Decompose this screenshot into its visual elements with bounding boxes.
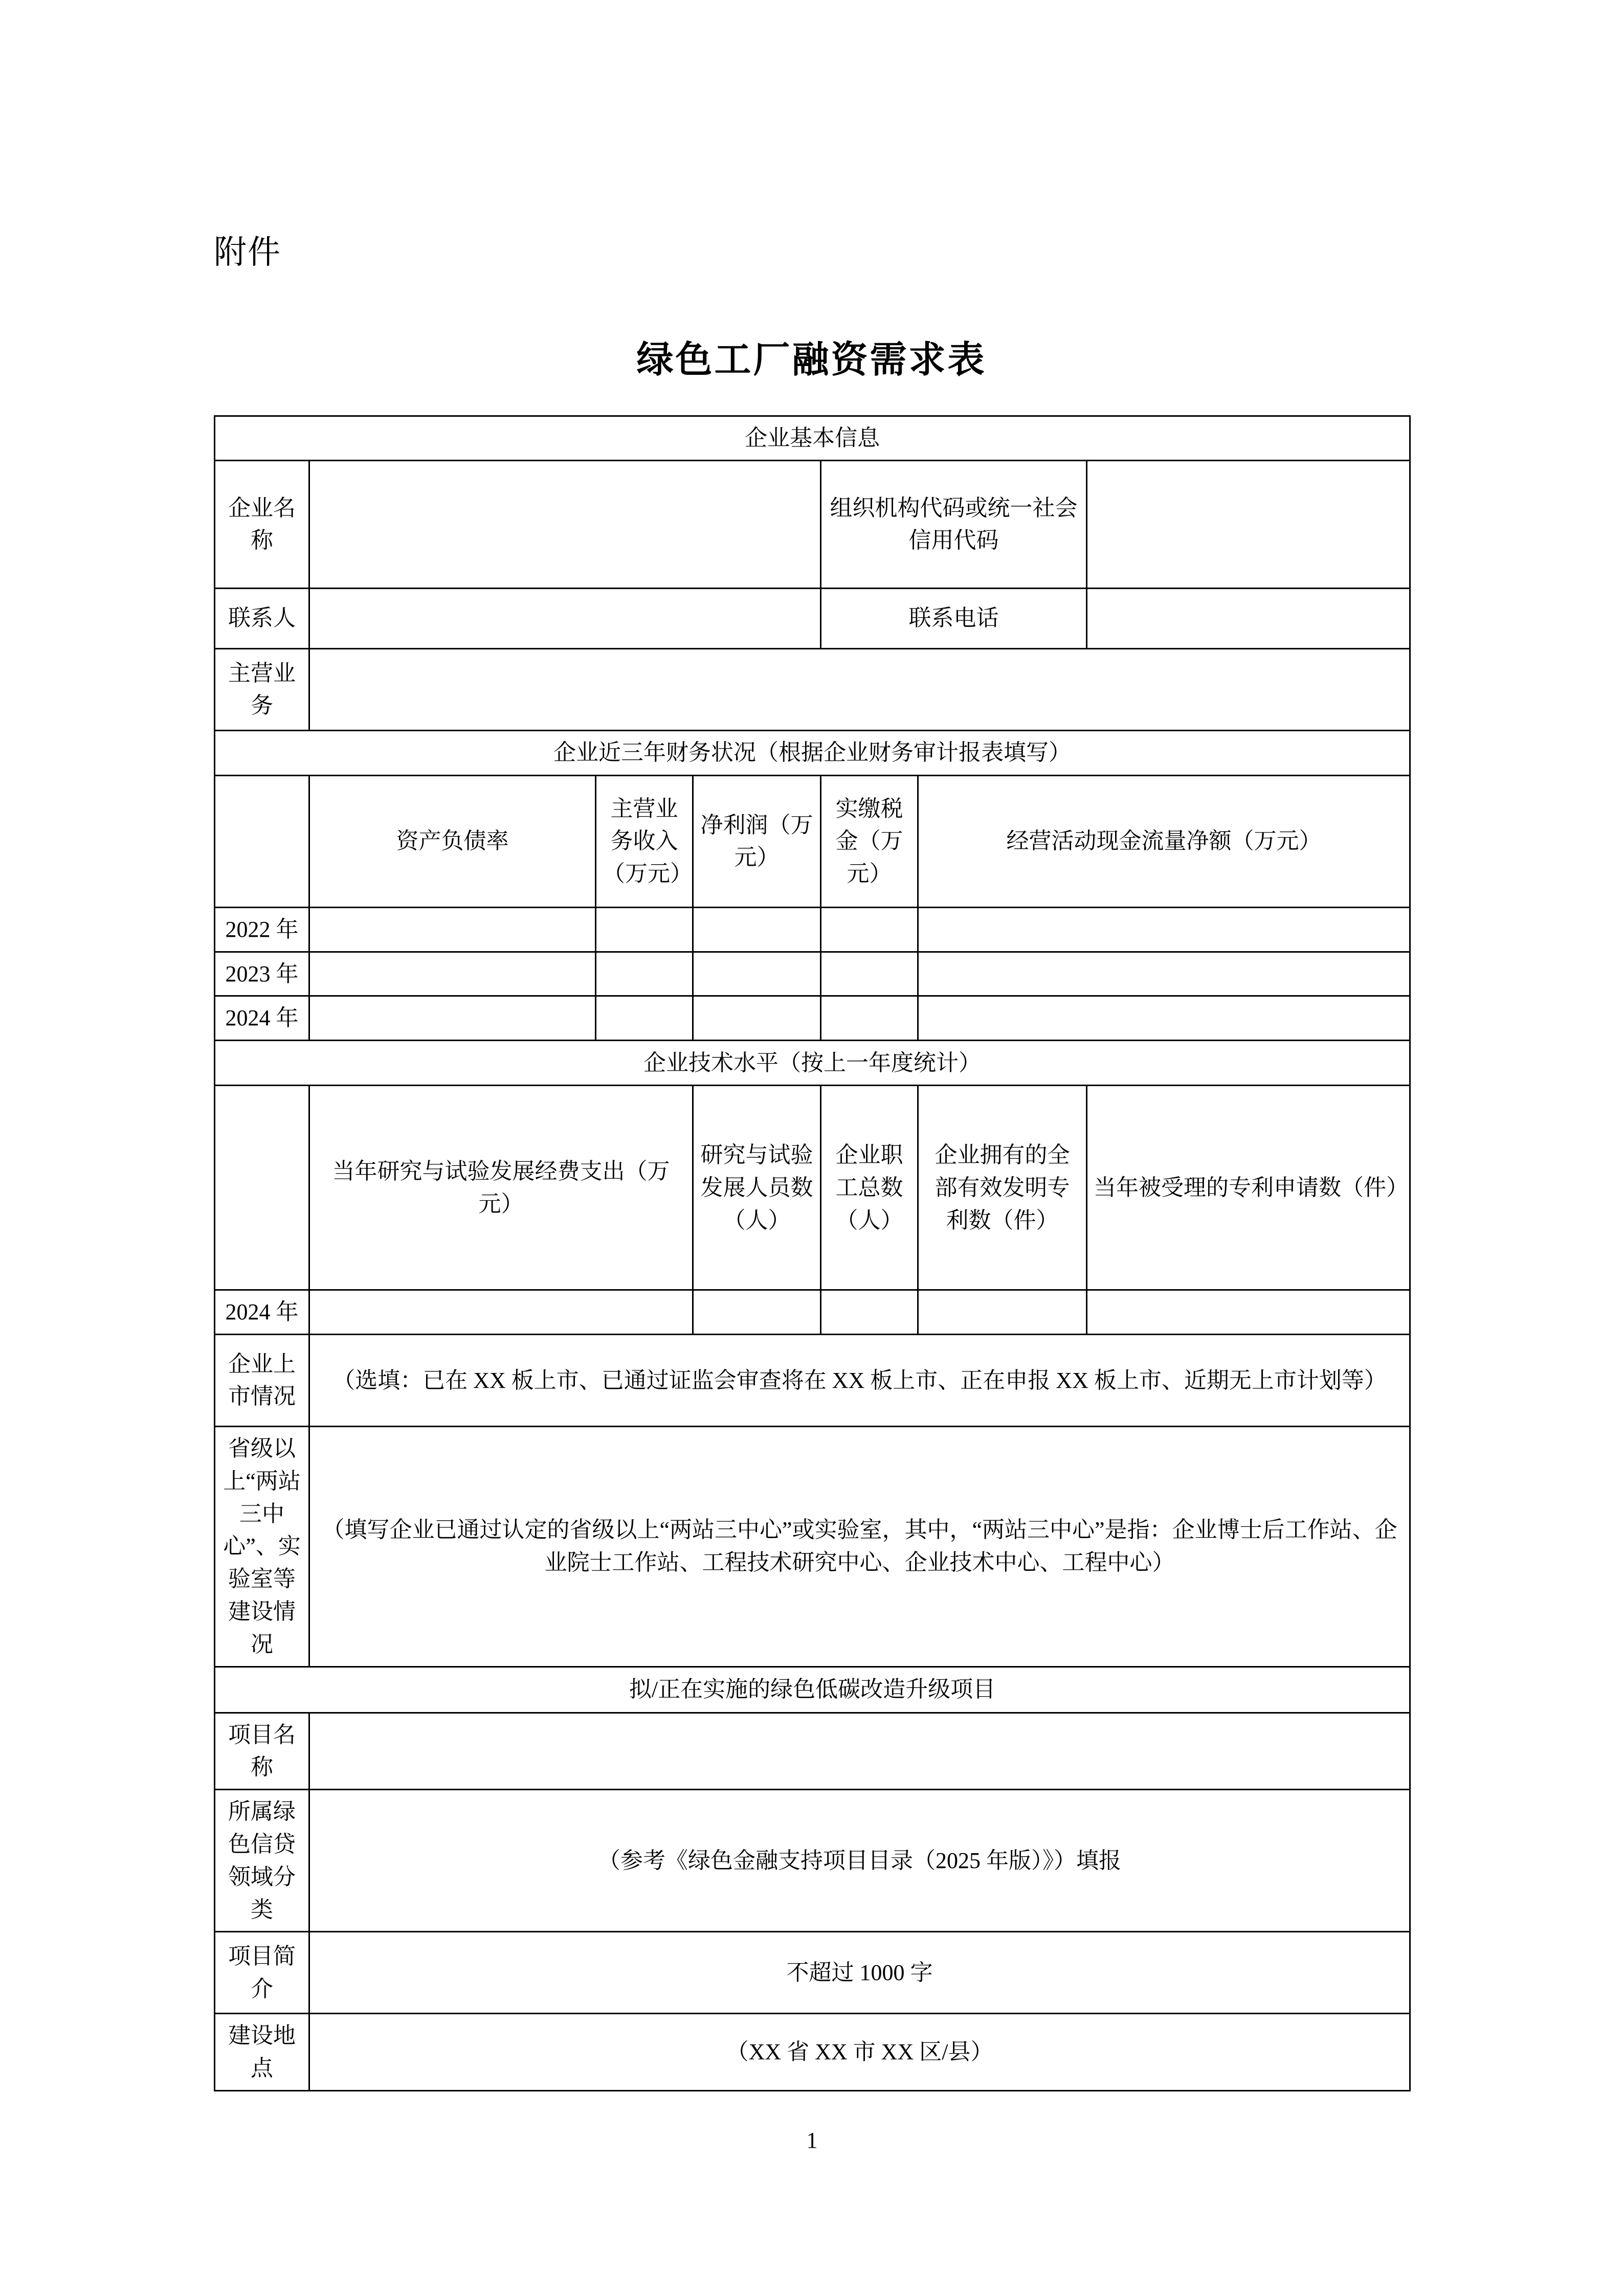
- project-name-label: 项目名称: [215, 1713, 309, 1790]
- table-row: [215, 416, 1410, 461]
- technology-col-4: 企业拥有的全部有效发明专利数（件）: [918, 1086, 1087, 1290]
- section-header-financials: 企业近三年财务状况（根据企业财务审计报表填写）: [215, 730, 1410, 775]
- financials-col-4: 实缴税金（万元）: [821, 775, 918, 907]
- listing-status-note[interactable]: （选填：已在 XX 板上市、已通过证监会审查将在 XX 板上市、正在申报 XX 板上市、近期无上市计划等）: [309, 1334, 1410, 1426]
- financing-demand-form: [214, 415, 1411, 2091]
- financials-cell[interactable]: [596, 952, 693, 996]
- table-row: [215, 1041, 1410, 1086]
- stations-label: 省级以上“两站三中心”、实验室等建设情况: [215, 1426, 309, 1667]
- financials-col-1: 资产负债率: [309, 775, 596, 907]
- attachment-label: 附件: [214, 234, 281, 271]
- contact-phone-label: 联系电话: [821, 588, 1087, 648]
- green-credit-category-label: 所属绿色信贷领域分类: [215, 1790, 309, 1932]
- technology-cell[interactable]: [1087, 1290, 1410, 1335]
- table-row: [215, 907, 1410, 952]
- section-header-project: 拟/正在实施的绿色低碳改造升级项目: [215, 1667, 1410, 1713]
- technology-col-2: 研究与试验发展人员数（人）: [693, 1086, 821, 1290]
- green-credit-category-note[interactable]: （参考《绿色金融支持项目目录（2025 年版）》）填报: [309, 1790, 1410, 1932]
- financials-cell[interactable]: [821, 996, 918, 1041]
- financials-row-year: 2023 年: [215, 952, 309, 996]
- technology-cell[interactable]: [309, 1290, 693, 1335]
- table-row: [215, 460, 1410, 588]
- table-row: [215, 588, 1410, 648]
- financials-col-3: 净利润（万元）: [693, 775, 821, 907]
- construction-site-label: 建设地点: [215, 2014, 309, 2091]
- project-name-input[interactable]: [309, 1713, 1410, 1790]
- table-row: [215, 996, 1410, 1041]
- technology-cell[interactable]: [918, 1290, 1087, 1335]
- financials-cell[interactable]: [918, 952, 1410, 996]
- listing-status-label: 企业上市情况: [215, 1334, 309, 1426]
- financials-col-0: [215, 775, 309, 907]
- table-row: [215, 1932, 1410, 2014]
- financials-cell[interactable]: [693, 907, 821, 952]
- section-header-technology: 企业技术水平（按上一年度统计）: [215, 1041, 1410, 1086]
- project-brief-note[interactable]: 不超过 1000 字: [309, 1932, 1410, 2014]
- project-brief-label: 项目简介: [215, 1932, 309, 2014]
- financials-cell[interactable]: [309, 907, 596, 952]
- financials-row-year: 2022 年: [215, 907, 309, 952]
- technology-col-1: 当年研究与试验发展经费支出（万元）: [309, 1086, 693, 1290]
- table-row: [215, 1290, 1410, 1335]
- org-code-label: 组织机构代码或统一社会信用代码: [821, 460, 1087, 588]
- financials-cell[interactable]: [309, 952, 596, 996]
- technology-row-year: 2024 年: [215, 1290, 309, 1335]
- main-business-input[interactable]: [309, 648, 1410, 730]
- table-row: [215, 952, 1410, 996]
- financials-cell[interactable]: [821, 952, 918, 996]
- contact-phone-input[interactable]: [1087, 588, 1410, 648]
- financials-cell[interactable]: [596, 907, 693, 952]
- table-row: [215, 730, 1410, 775]
- company-name-label: 企业名称: [215, 460, 309, 588]
- stations-note[interactable]: （填写企业已通过认定的省级以上“两站三中心”或实验室，其中，“两站三中心”是指：企业博士后工作站、企业院士工作站、工程技术研究中心、企业技术中心、工程中心）: [309, 1426, 1410, 1667]
- financials-col-5: 经营活动现金流量净额（万元）: [918, 775, 1410, 907]
- table-row: [215, 1086, 1410, 1290]
- financials-cell[interactable]: [693, 996, 821, 1041]
- table-row: [215, 648, 1410, 730]
- company-name-input[interactable]: [309, 460, 821, 588]
- technology-cell[interactable]: [693, 1290, 821, 1335]
- technology-col-3: 企业职工总数（人）: [821, 1086, 918, 1290]
- table-row: [215, 1790, 1410, 1932]
- page-title: 绿色工厂融资需求表: [636, 340, 987, 380]
- financials-cell[interactable]: [596, 996, 693, 1041]
- technology-col-5: 当年被受理的专利申请数（件）: [1087, 1086, 1410, 1290]
- financials-cell[interactable]: [693, 952, 821, 996]
- contact-person-label: 联系人: [215, 588, 309, 648]
- financials-row-year: 2024 年: [215, 996, 309, 1041]
- technology-col-0: [215, 1086, 309, 1290]
- page-number: 1: [806, 2128, 818, 2153]
- main-business-label: 主营业务: [215, 648, 309, 730]
- financials-cell[interactable]: [309, 996, 596, 1041]
- org-code-input[interactable]: [1087, 460, 1410, 588]
- contact-person-input[interactable]: [309, 588, 821, 648]
- table-row: [215, 1713, 1410, 1790]
- financials-cell[interactable]: [821, 907, 918, 952]
- construction-site-note[interactable]: （XX 省 XX 市 XX 区/县）: [309, 2014, 1410, 2091]
- section-header-basic-info: 企业基本信息: [215, 416, 1410, 461]
- financials-cell[interactable]: [918, 996, 1410, 1041]
- table-row: [215, 1426, 1410, 1667]
- table-row: [215, 775, 1410, 907]
- table-row: [215, 1667, 1410, 1713]
- financials-col-2: 主营业务收入（万元）: [596, 775, 693, 907]
- table-row: [215, 1334, 1410, 1426]
- table-row: [215, 2014, 1410, 2091]
- financials-cell[interactable]: [918, 907, 1410, 952]
- technology-cell[interactable]: [821, 1290, 918, 1335]
